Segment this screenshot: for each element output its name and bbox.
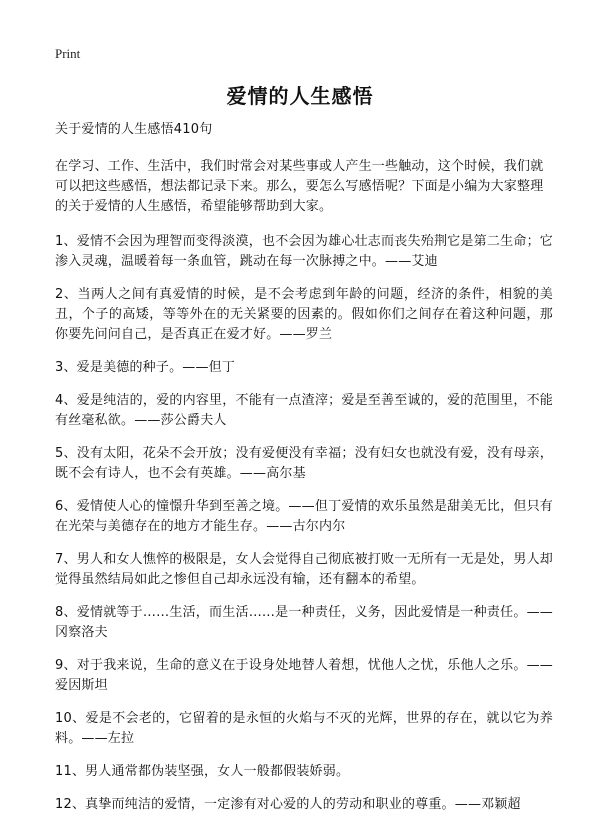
quote-item: 8、爱情就等于……生活，而生活……是一种责任，义务，因此爱情是一种责任。——冈察洛夫 — [55, 605, 553, 640]
quote-item: 12、真挚而纯洁的爱情，一定渗有对心爱的人的劳动和职业的尊重。——邓颖超 — [55, 797, 521, 812]
page-title: 爱情的人生感悟 — [226, 84, 374, 108]
quote-item: 2、当两人之间有真爱情的时候，是不会考虑到年龄的问题，经济的条件，相貌的美丑，个子的高矮，等等外在的无关紧要的因素的。假如你们之间存在着这种问题，那你要先问问自己，是否真正在爱才好。——罗兰 — [55, 287, 553, 342]
quote-item: 7、男人和女人憔悴的极限是，女人会觉得自己彻底被打败一无所有一无是处，男人却觉得虽然结局如此之惨但自己却永远没有输，还有翻本的希望。 — [55, 552, 553, 587]
quote-item: 10、爱是不会老的，它留着的是永恒的火焰与不灭的光辉，世界的存在，就以它为养料。——左拉 — [55, 711, 553, 746]
quote-item: 9、对于我来说，生命的意义在于设身处地替人着想，忧他人之忧，乐他人之乐。——爱因斯坦 — [55, 658, 553, 693]
quote-item: 3、爱是美德的种子。——但丁 — [55, 360, 236, 375]
print-link[interactable]: Print — [55, 46, 81, 61]
quote-item: 4、爱是纯洁的，爱的内容里，不能有一点渣滓；爱是至善至诚的，爱的范围里，不能有丝毫私欲。——莎公爵夫人 — [55, 393, 553, 428]
quote-item: 6、爱情使人心的憧憬升华到至善之境。——但丁爱情的欢乐虽然是甜美无比，但只有在光荣与美德存在的地方才能生存。——古尔内尔 — [55, 499, 553, 534]
quote-item: 1、爱情不会因为理智而变得淡漠，也不会因为雄心壮志而丧失殆荆它是第二生命；它渗入灵魂，温暖着每一条血管，跳动在每一次脉搏之中。——艾迪 — [55, 234, 553, 269]
quote-item: 5、没有太阳，花朵不会开放；没有爱便没有幸福；没有妇女也就没有爱，没有母亲，既不会有诗人，也不会有英雄。——高尔基 — [55, 446, 553, 481]
article-body — [55, 120, 553, 828]
quote-item: 11、男人通常都伪装坚强，女人一般都假装娇弱。 — [55, 764, 350, 779]
article-intro: 在学习、工作、生活中，我们时常会对某些事或人产生一些触动，这个时候，我们就可以把这些感悟，想法都记录下来。那么，要怎么写感悟呢？下面是小编为大家整理的关于爱情的人生感悟，希望能够帮助到大家。 — [55, 159, 544, 214]
article-subtitle: 关于爱情的人生感悟410句 — [55, 122, 213, 137]
